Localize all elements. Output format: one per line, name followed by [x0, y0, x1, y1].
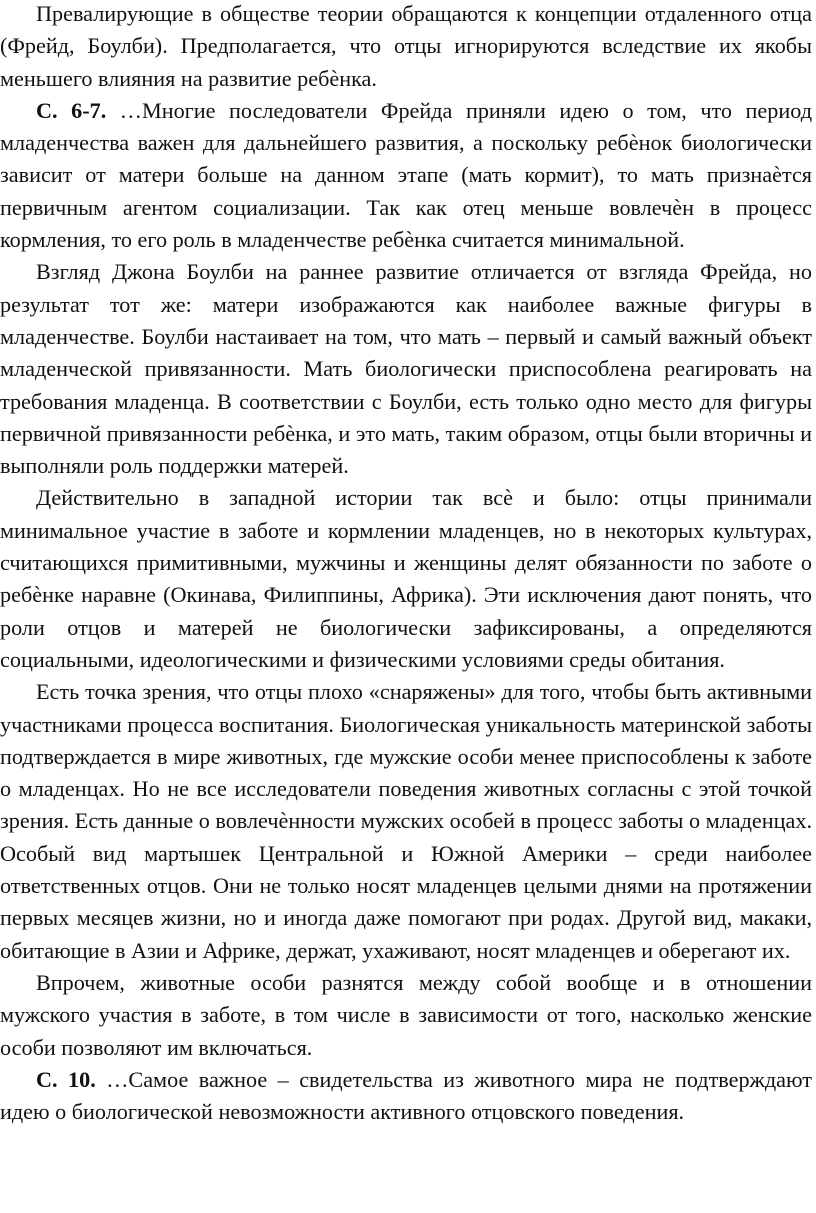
paragraph-text: Взгляд Джона Боулби на раннее развитие отличается от взгляда Фрейда, но результат тот же: матери изображаются как наиболее важные фигуры в младенчестве. Боулби настаивает на том, что мать – первый и самый важный объект младенческой привязанности. Мать биологически приспособлена реагировать на требования младенца. В соответствии с Боулби, есть только одно место для фигуры первичной привязанности ребѐнка, и это мать, таким образом, отцы были вторичны и выполняли роль поддержки матерей.: [0, 259, 812, 479]
page-reference: С. 6-7.: [36, 97, 107, 123]
paragraph: [0, 1064, 812, 1129]
paragraph: [0, 0, 812, 95]
paragraph-text: …Многие последователи Фрейда приняли идею о том, что период младенчества важен для дальнейшего развития, а поскольку ребѐнок биологически зависит от матери больше на данном этапе (мать кормит), то мать признаѐтся первичным агентом социализации. Так как отец меньше вовлечѐн в процесс кормления, то его роль в младенчестве ребѐнка считается минимальной.: [0, 97, 812, 253]
paragraph-text: Есть точка зрения, что отцы плохо «снаряжены» для того, чтобы быть активными участниками процесса воспитания. Биологическая уникальность материнской заботы подтверждается в мире животных, где мужские особи менее приспособлены к заботе о младенцах. Но не все исследователи поведения животных согласны с этой точкой зрения. Есть данные о вовлечѐнности мужских особей в процесс заботы о младенцах. Особый вид мартышек Центральной и Южной Америки – среди наиболее ответственных отцов. Они не только носят младенцев целыми днями на протяжении первых месяцев жизни, но и иногда даже помогают при родах. Другой вид, макаки, обитающие в Азии и Африке, держат, ухаживают, носят младенцев и оберегают их.: [0, 679, 812, 963]
paragraph: [0, 95, 812, 256]
paragraph-text: Превалирующие в обществе теории обращаются к концепции отдаленного отца (Фрейд, Боулби). Предполагается, что отцы игнорируются вследствие их якобы меньшего влияния на развитие ребѐнка.: [0, 1, 812, 91]
paragraph: [0, 256, 812, 482]
paragraph: [0, 676, 812, 967]
paragraph-text: Впрочем, животные особи разнятся между собой вообще и в отношении мужского участия в заботе, в том числе в зависимости от того, насколько женские особи позволяют им включаться.: [0, 969, 812, 1060]
paragraph: [0, 967, 812, 1064]
paragraph-text: …Самое важное – свидетельства из животного мира не подтверждают идею о биологической невозможности активного отцовского поведения.: [0, 1066, 812, 1125]
paragraph: [0, 482, 812, 676]
paragraph-text: Действительно в западной истории так всѐ и было: отцы принимали минимальное участие в заботе и кормлении младенцев, но в некоторых культурах, считающихся примитивными, мужчины и женщины делят обязанности по заботе о ребѐнке наравне (Окинава, Филиппины, Африка). Эти исключения дают понять, что роли отцов и матерей не биологически зафиксированы, а определяются социальными, идеологическими и физическими условиями среды обитания.: [0, 485, 812, 672]
page-reference: С. 10.: [36, 1066, 96, 1092]
